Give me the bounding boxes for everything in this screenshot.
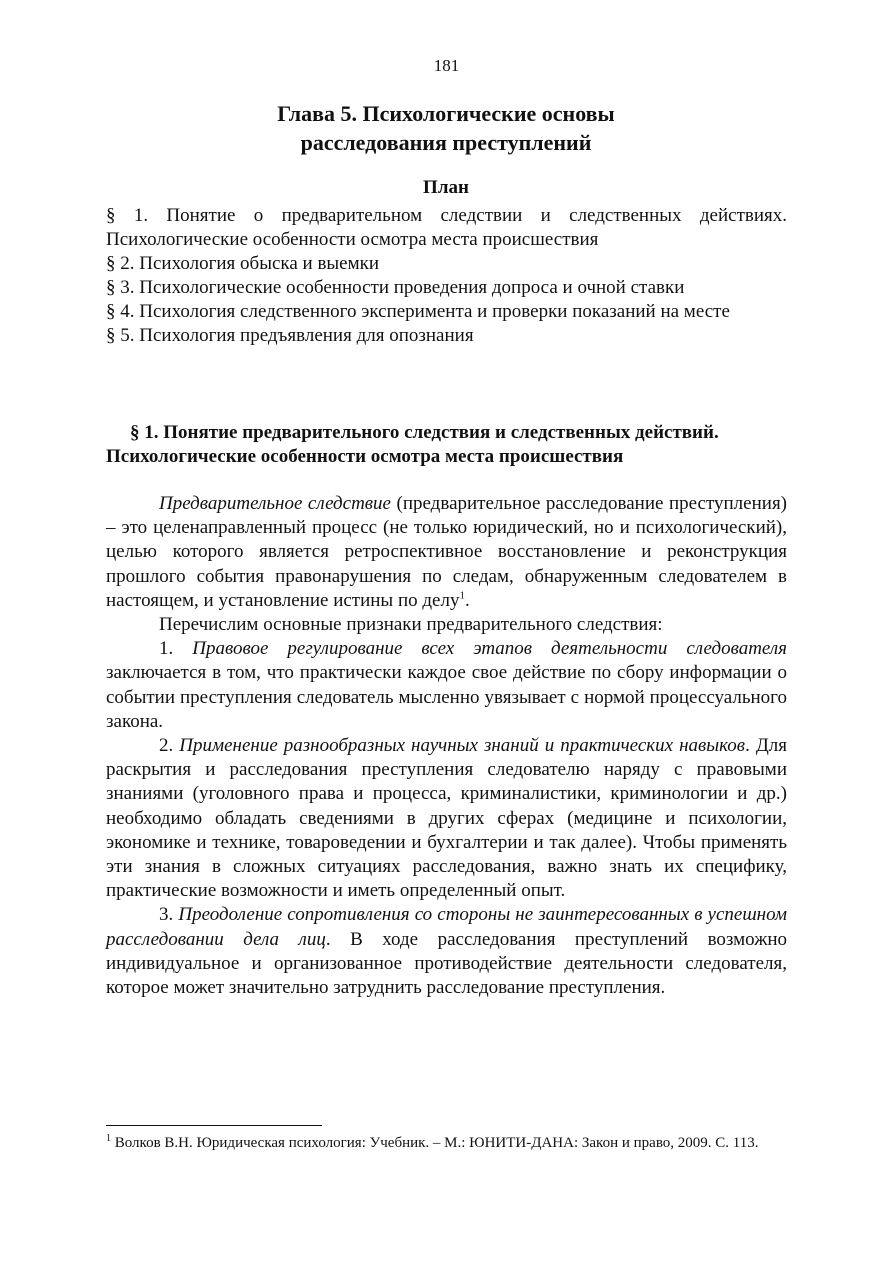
plan-item: § 5. Психология предъявления для опознания: [106, 325, 474, 346]
paragraph-text: (предварительное расследование преступления) – это целенаправленный процесс (не только юридический, но и психологический), целью которого является ретроспективное восстановление и реконструкция прошлого события правонарушения по следам, обнаруженным следователем в настоящем, и установление истины по делу: [106, 493, 788, 611]
plan-item: § 3. Психологические особенности проведения допроса и очной ставки: [106, 277, 685, 298]
feature-number: 3.: [159, 904, 179, 926]
footnote-mark: 1: [106, 1133, 111, 1144]
paragraph-text: . В ходе расследования преступлений возможно индивидуальное и организованное противодействие деятельности следователя, которое может значительно затруднить расследование преступления.: [106, 928, 788, 999]
term-italic: Предварительное следствие: [159, 493, 391, 514]
chapter-title: [106, 99, 786, 157]
feature-number: 2.: [159, 735, 180, 757]
paragraph-text: заключается в том, что практически каждое свое действие по сбору информации о событии преступления следователь мысленно увязывает с нормой процессуального закона.: [106, 662, 787, 732]
plan-heading: План: [423, 177, 469, 198]
chapter-title-line1: Глава 5. Психологические основы: [277, 101, 615, 126]
paragraph-text: . Для раскрытия и расследования преступления следователю наряду с правовыми знаниями (уголовного права и процесса, криминалистики, криминологии и др.) необходимо обладать сведениями в других сферах (медицине и психологии, экономике и технике, товароведении и бухгалтерии и так далее). Чтобы применять эти знания в сложных ситуациях расследования, важно знать их специфику, практические возможности и иметь определенный опыт.: [106, 735, 787, 902]
plan-item: § 4. Психология следственного эксперимента и проверки показаний на месте: [106, 301, 730, 322]
plan-list: [106, 204, 787, 348]
feature-title: Преодоление сопротивления со стороны не заинтересованных в успешном расследовании дела лиц: [106, 904, 788, 950]
page-number: 181: [433, 56, 460, 75]
paragraph-intro: Перечислим основные признаки предварительного следствия:: [159, 614, 663, 636]
plan-item: § 1. Понятие о предварительном следствии и следственных действиях. Психологические особенности осмотра места происшествия: [106, 205, 787, 250]
section-heading: [106, 421, 787, 469]
section-heading-line1: § 1. Понятие предварительного следствия и следственных действий.: [130, 422, 719, 443]
plan-item: § 2. Психология обыска и выемки: [106, 253, 380, 274]
paragraph-end: .: [464, 589, 470, 611]
feature-title: Применение разнообразных научных знаний и практических навыков: [179, 735, 746, 757]
paragraph-feature-3: [106, 903, 787, 1000]
footnote-text: Волков В.Н. Юридическая психология: Учебник. – М.: ЮНИТИ-ДАНА: Закон и право, 2009. С. 113.: [111, 1135, 759, 1151]
chapter-title-line2: расследования преступлений: [300, 130, 592, 155]
footnote: [106, 1133, 787, 1154]
section-body: [106, 492, 787, 1000]
feature-title: Правовое регулирование всех этапов деятельности следователя: [192, 638, 788, 660]
paragraph-feature-2: [106, 734, 787, 903]
footnote-reference: 1: [459, 589, 465, 602]
section-heading-line2: Психологические особенности осмотра места происшествия: [106, 446, 624, 467]
paragraph-definition: [106, 492, 787, 613]
paragraph-feature-1: [106, 637, 787, 734]
feature-number: 1.: [159, 638, 193, 660]
footnote-divider: [106, 1125, 322, 1126]
